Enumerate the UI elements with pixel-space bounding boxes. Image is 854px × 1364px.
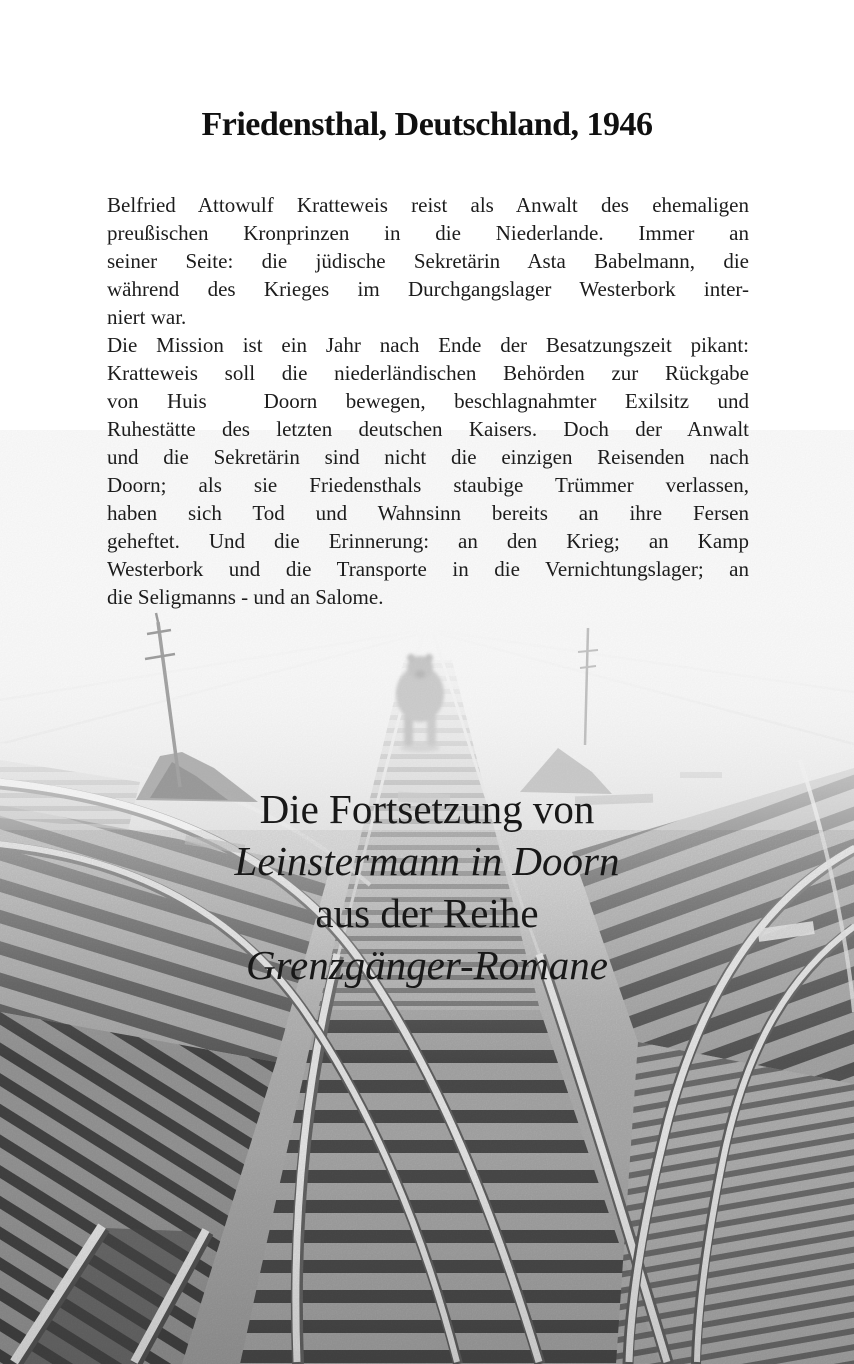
synopsis-line: Doorn; als sie Friedensthals staubige Trümmer verlassen, <box>107 473 749 497</box>
synopsis-line: Ruhestätte des letzten deutschen Kaisers. Doch der Anwalt <box>107 417 749 441</box>
synopsis-line: preußischen Kronprinzen in die Niederlande. Immer an <box>107 221 749 245</box>
synopsis-line: und die Sekretärin sind nicht die einzigen Reisenden nach <box>107 445 749 469</box>
synopsis-line: niert war. <box>107 305 187 329</box>
synopsis-line: geheftet. Und die Erinnerung: an den Krieg; an Kamp <box>107 529 749 553</box>
synopsis-line: die Seligmanns - und an Salome. <box>107 585 384 609</box>
synopsis-line: Westerbork und die Transporte in die Vernichtungslager; an <box>107 557 749 581</box>
page-title: Friedensthal, Deutschland, 1946 <box>201 106 653 143</box>
promo-line-intro: Die Fortsetzung von <box>259 786 595 832</box>
synopsis-line: Die Mission ist ein Jahr nach Ende der Besatzungszeit pikant: <box>107 333 749 357</box>
promo-book-title: Leinstermann in Doorn <box>234 838 620 884</box>
promo-line-series-intro: aus der Reihe <box>315 890 539 936</box>
synopsis-line: Kratteweis soll die niederländischen Behörden zur Rückgabe <box>107 361 749 385</box>
synopsis-line: während des Krieges im Durchgangslager Westerbork inter- <box>107 277 749 301</box>
series-promo <box>0 783 854 991</box>
synopsis-line: haben sich Tod und Wahnsinn bereits an ihre Fersen <box>107 501 749 525</box>
synopsis-text <box>107 191 749 611</box>
synopsis-line: seiner Seite: die jüdische Sekretärin Asta Babelmann, die <box>107 249 749 273</box>
promo-series-name: Grenzgänger-Romane <box>245 942 609 988</box>
synopsis-line: Belfried Attowulf Kratteweis reist als Anwalt des ehemaligen <box>107 193 749 217</box>
synopsis-line: von Huis Doorn bewegen, beschlagnahmter Exilsitz und <box>107 389 749 413</box>
